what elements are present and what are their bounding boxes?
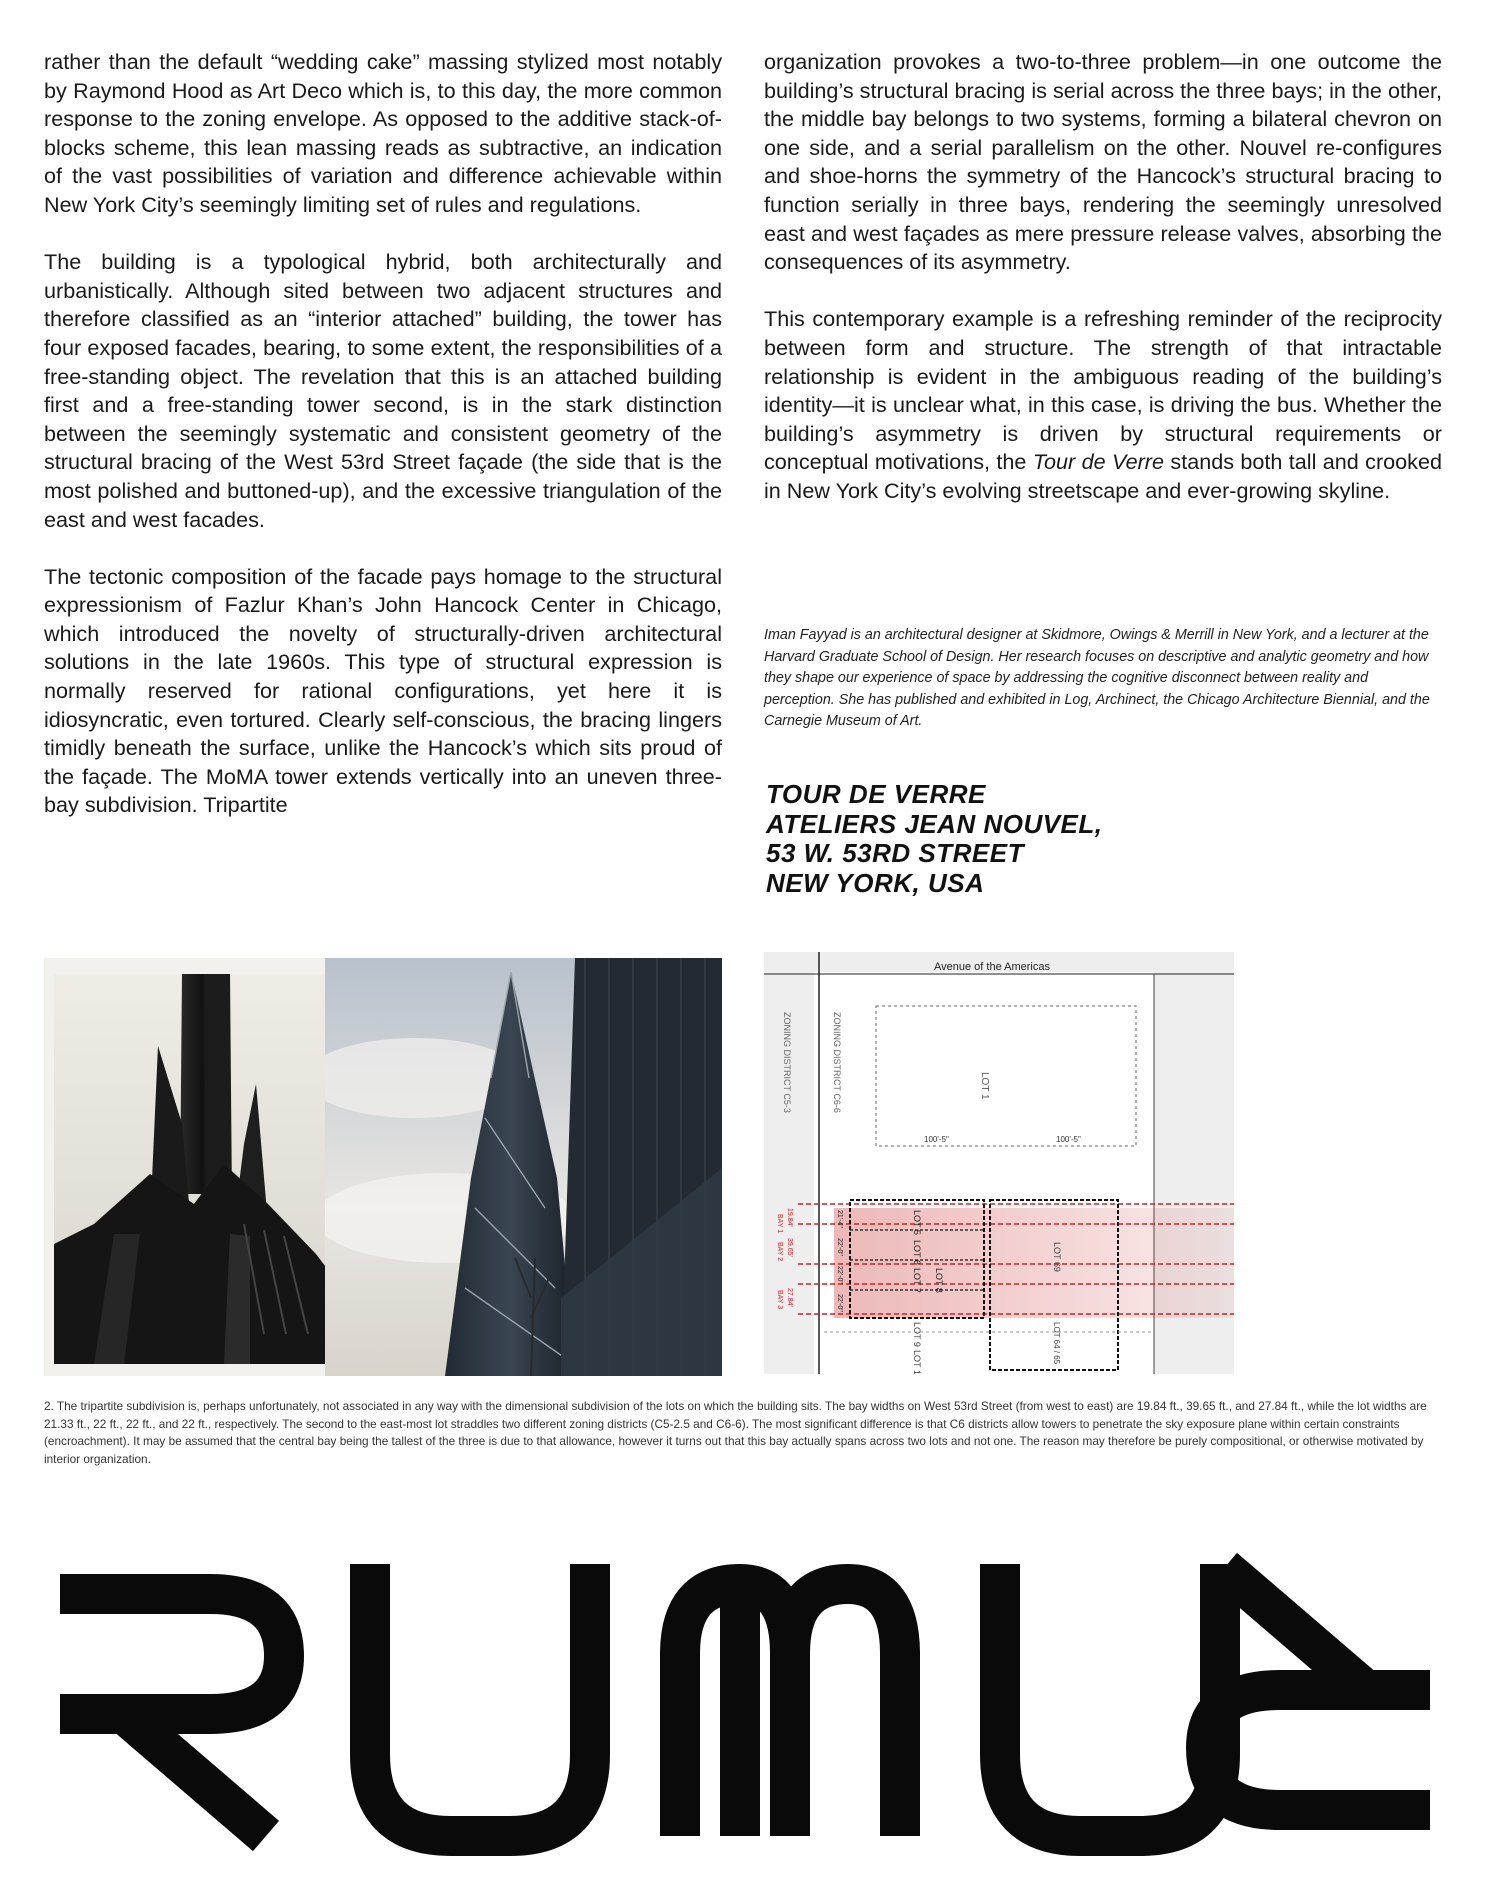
charcoal-tower-drawing (54, 974, 368, 1364)
street-label: Avenue of the Americas (934, 961, 1050, 973)
bay-3-label: BAY 3 (776, 1290, 783, 1310)
project-name: TOUR DE VERRE (766, 779, 986, 809)
project-title-block (766, 780, 1103, 898)
zoning-label-right: ZONING DISTRICT C6-6 (832, 1012, 842, 1113)
zoning-plan-svg (764, 952, 1234, 1374)
right-text-column (764, 48, 1442, 506)
bay-2-label: BAY 2 (776, 1242, 783, 1262)
lot-9-label: LOT 9 (912, 1322, 922, 1347)
footnote: 2. The tripartite subdivision is, perhaps unfortunately, not associated in any way with the dimensional subdivision of the lots on which the building sits. The bay widths on West 53rd Street (from west to east) are 19.84 ft., 39.65 ft., and 27.84 ft., while the lot widths are 21.33 ft., 22 ft., 22 ft., and 22 ft., respectively. The second to the east-most lot straddles two different zoning districts (C5-2.5 and C6-6). The most significant difference is that C6 districts allow towers to penetrate the sky exposure plane within certain constraints (encroachment). It may be assumed that the central bay being the tallest of the three is due to that allowance, however it turns out that this bay actually spans across two lots and not one. The reason may therefore be purely compositional, or otherwise motivated by interior organization. (44, 1399, 1427, 1467)
left-text-column (44, 48, 722, 849)
bay-3-width: 27.84' (786, 1288, 793, 1307)
lot-11-label: LOT 11 (912, 1350, 922, 1374)
romor-wordmark (40, 1544, 1450, 1860)
right-paragraph-1: organization provokes a two-to-three problem—in one outcome the building’s structural bracing is serial across the three bays; in the other, the middle bay belongs to two systems, forming a bilateral chevron on one side, and a serial parallelism on the other. Nouvel re-configures and shoe-horns the symmetry of the Hancock’s structural bracing to function serially in three bays, rendering the seemingly unresolved east and west façades as mere pressure release valves, absorbing the consequences of its asymmetry. (764, 49, 1442, 275)
right-paragraph-2 (764, 305, 1442, 505)
building-name-italic: Tour de Verre (1032, 449, 1165, 475)
left-paragraph-1: rather than the default “wedding cake” massing stylized most notably by Raymond Hood as Art Deco which is, to this day, the more common response to the zoning envelope. As opposed to the additive stack-of-blocks scheme, this lean massing reads as subtractive, an indication of the vast possibilities of variation and difference achievable within New York City’s seemingly limiting set of rules and regulations. (44, 49, 722, 217)
zoning-label-left: ZONING DISTRICT C5-3 (782, 1012, 792, 1113)
project-address: 53 W. 53RD STREET (766, 838, 1024, 868)
lot-width-4: 22'-0" (836, 1294, 843, 1312)
bay-1-label: BAY 1 (776, 1214, 783, 1234)
lot-mid2-label: LOT 64 / 65 (1052, 1322, 1061, 1365)
dim-label-a: 100'-5" (924, 1135, 949, 1144)
bay-2-width: 39.65' (786, 1238, 793, 1257)
project-city: NEW YORK, USA (766, 867, 985, 898)
lot-width-1: 21'-4" (836, 1210, 843, 1228)
right-paragraph-2-end: stands both tall and crooked in New York City’s evolving streetscape and ever-growing skyline. (764, 449, 1442, 503)
author-bio: Iman Fayyad is an architectural designer at Skidmore, Owings & Merrill in New York, and a lecturer at the Harvard Graduate School of Design. Her research focuses on descriptive and analytic geometry and how they shape our experience of space by addressing the cognitive disconnect between reality and perception. She has published and exhibited in Log, Archinect, the Chicago Architecture Biennial, and the Carnegie Museum of Art. (764, 627, 1430, 730)
figure-panel (44, 958, 722, 1376)
lot-1-label: LOT 1 (979, 1072, 990, 1100)
lot-8-label: LOT 8 (934, 1268, 944, 1293)
lot-width-3: 22'-0" (836, 1266, 843, 1284)
tower-photograph (325, 958, 722, 1376)
project-architect: ATELIERS JEAN NOUVEL, (766, 808, 1103, 839)
lot-mid-label: LOT 69 (1052, 1242, 1062, 1272)
zoning-plan-diagram (764, 952, 1234, 1374)
bay-1-width: 19.84' (786, 1208, 793, 1227)
lot-7-label: LOT 7 (912, 1268, 922, 1293)
lot-5-label: LOT 5 (912, 1210, 922, 1235)
left-paragraph-3: The tectonic composition of the facade pays homage to the structural expressionism of Fazlur Khan’s John Hancock Center in Chicago, which introduced the novelty of structurally-driven architectural solutions in the late 1960s. This type of structural expression is normally reserved for rational configurations, yet here it is idiosyncratic, even tortured. Clearly self-conscious, the bracing lingers timidly beneath the surface, unlike the Hancock’s which sits proud of the façade. The MoMA tower extends vertically into an uneven three-bay subdivision. Tripartite (44, 563, 722, 818)
left-paragraph-2: The building is a typological hybrid, both architecturally and urbanistically. Although sited between two adjacent structures and therefore classified as an “interior attached” building, the tower has four exposed facades, bearing, to some extent, the responsibilities of a free-standing object. The revelation that this is an attached building first and a free-standing tower second, is in the stark distinction between the seemingly systematic and consistent geometry of the structural bracing of the West 53rd Street façade (the side that is the most polished and buttoned-up), and the excessive triangulation of the east and west facades. (44, 249, 722, 532)
dim-label-b: 100'-5" (1056, 1135, 1081, 1144)
right-paragraph-2-start: This contemporary example is a refreshing reminder of the reciprocity between form and structure. The strength of that intractable relationship is evident in the ambiguous reading of the building’s identity—it is unclear what, in this case, is driving the bus. Whether the building’s asymmetry is driven by structural requirements or conceptual motivations, the (764, 306, 1442, 475)
lot-width-2: 22'-0" (836, 1238, 843, 1256)
lot-6-label: LOT 6 (912, 1240, 922, 1265)
